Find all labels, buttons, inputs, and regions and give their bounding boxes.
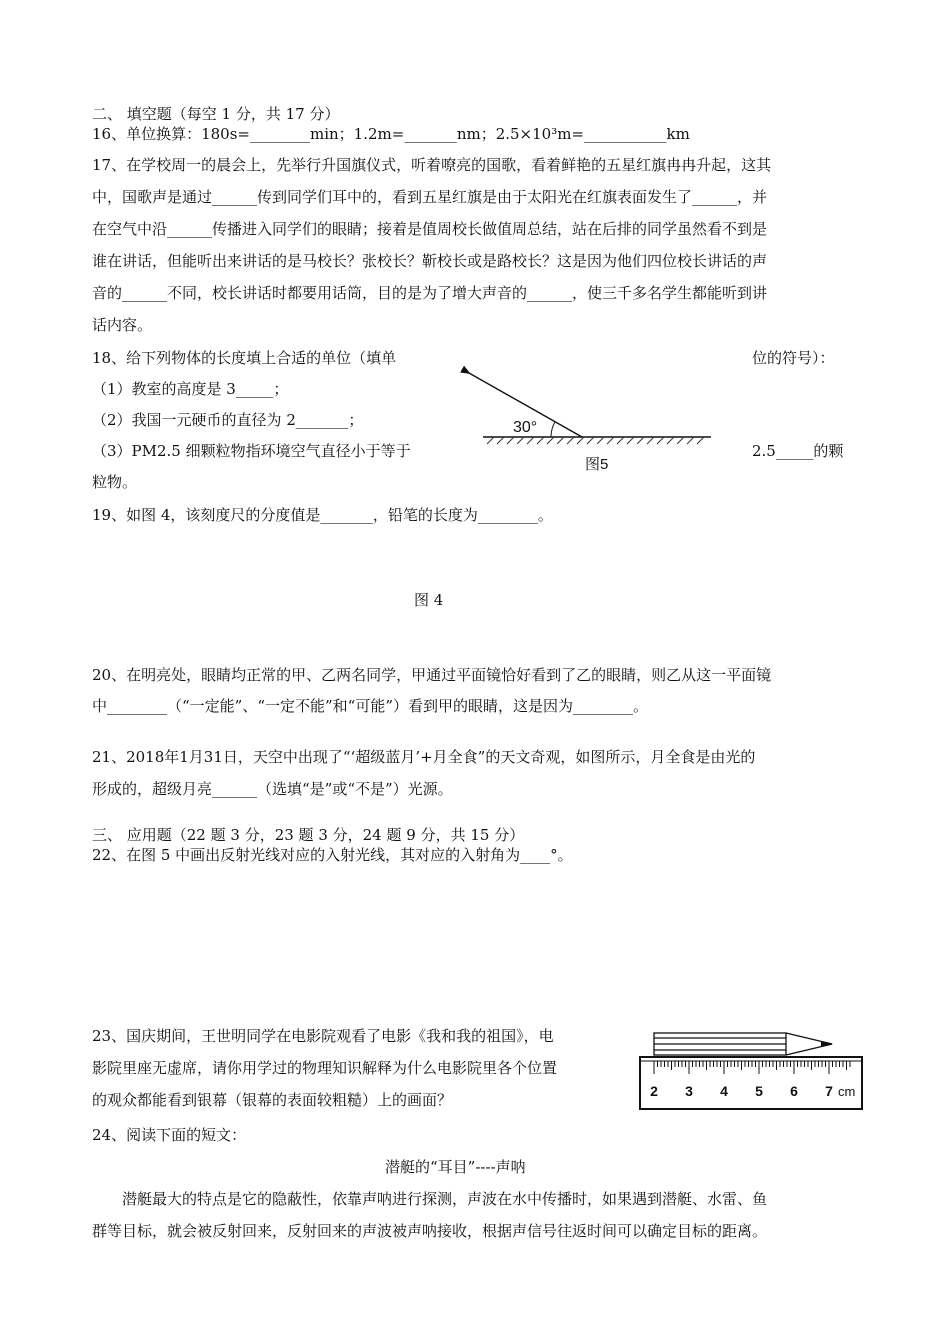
q24-paragraph-line2: 群等目标，就会被反射回来，反射回来的声波被声呐接收，根据声信号往返时间可以确定目标的距离。 bbox=[92, 1222, 768, 1240]
figure-4-caption: 图 4 bbox=[414, 591, 444, 609]
q18-item3-left: （3）PM2.5 细颗粒物指环境空气直径小于等于 bbox=[92, 442, 411, 460]
q23-line3: 的观众都能看到银幕（银幕的表面较粗糙）上的画面？ bbox=[92, 1091, 453, 1109]
ruler-number: 6 bbox=[790, 1083, 798, 1099]
question-19: 19、如图 4，该刻度尺的分度值是_______，铅笔的长度为________。 bbox=[92, 506, 553, 524]
q23-line1: 23、国庆期间，王世明同学在电影院观看了电影《我和我的祖国》，电 bbox=[92, 1027, 554, 1045]
q17-line2: 中，国歌声是通过______传到同学们耳中的，看到五星红旗是由于太阳光在红旗表面发生了______，并 bbox=[92, 188, 768, 206]
question-16: 16、单位换算：180s=________min；1.2m=_______nm；2.5×10³m=___________km bbox=[92, 125, 690, 143]
q17-line6: 话内容。 bbox=[92, 316, 153, 334]
ruler-number: 3 bbox=[685, 1083, 693, 1099]
ruler-number: 5 bbox=[755, 1083, 763, 1099]
ruler-number: 2 bbox=[650, 1083, 658, 1099]
q21-line1: 21、2018年1月31日，天空中出现了“‘超级蓝月’+月全食”的天文奇观，如图所示，月全食是由光的 bbox=[92, 748, 756, 766]
ruler-numbers bbox=[650, 1083, 833, 1099]
ruler-unit: cm bbox=[838, 1084, 856, 1099]
q24-paragraph-line1: 潜艇最大的特点是它的隐蔽性，依靠声呐进行探测，声波在水中传播时，如果遇到潜艇、水雷、鱼 bbox=[122, 1190, 768, 1208]
figure-5-caption: 图5 bbox=[585, 456, 609, 473]
q21-line2: 形成的，超级月亮______（选填“是”或“不是”）光源。 bbox=[92, 780, 453, 798]
q17-line5: 音的______不同，校长讲话时都要用话筒，目的是为了增大声音的______，使三千多名学生都能听到讲 bbox=[92, 284, 768, 302]
question-22: 22、在图 5 中画出反射光线对应的入射光线，其对应的入射角为____°。 bbox=[92, 846, 573, 864]
ruler-ticks bbox=[654, 1061, 850, 1074]
q18-item2: （2）我国一元硬币的直径为 2_______； bbox=[92, 411, 364, 429]
angle-label: 30° bbox=[513, 419, 538, 436]
q18-line1-left: 18、给下列物体的长度填上合适的单位（填单 bbox=[92, 349, 397, 367]
q17-line3: 在空气中沿______传播进入同学们的眼睛；接着是值周校长做值周总结，站在后排的同学虽然看不到是 bbox=[92, 220, 768, 238]
q18-item3-end: 粒物。 bbox=[92, 473, 138, 491]
q18-line1-right: 位的符号）： bbox=[752, 349, 835, 367]
q23-line2: 影院里座无虚席，请你用学过的物理知识解释为什么电影院里各个位置 bbox=[92, 1059, 558, 1077]
section3-heading: 三、 应用题（22 题 3 分，23 题 3 分，24 题 9 分，共 15 分） bbox=[92, 826, 525, 844]
q17-line1: 17、在学校周一的晨会上，先举行升国旗仪式，听着嘹亮的国歌，看着鲜艳的五星红旗冉冉升起，这其 bbox=[92, 156, 772, 174]
q20-line1: 20、在明亮处，眼睛均正常的甲、乙两名同学，甲通过平面镜恰好看到了乙的眼睛，则乙从这一平面镜 bbox=[92, 666, 772, 684]
q17-line4: 谁在讲话，但能听出来讲话的是马校长？张校长？靳校长或是路校长？这是因为他们四位校长讲话的声 bbox=[92, 252, 768, 270]
q24-article-title: 潜艇的“耳目”----声呐 bbox=[385, 1158, 526, 1176]
pencil bbox=[654, 1033, 832, 1055]
ruler-number: 4 bbox=[720, 1083, 728, 1099]
section2-heading: 二、 填空题（每空 1 分，共 17 分） bbox=[92, 105, 340, 123]
mirror-hatching bbox=[487, 437, 704, 444]
ruler-number: 7 bbox=[825, 1083, 833, 1099]
q24-line1: 24、阅读下面的短文： bbox=[92, 1126, 247, 1144]
q18-item3-right: 2.5_____的颗 bbox=[752, 442, 844, 460]
q18-item1: （1）教室的高度是 3_____； bbox=[92, 380, 289, 398]
figure-5 bbox=[455, 362, 725, 477]
q20-line2: 中________（“一定能”、“一定不能”和“可能”）看到甲的眼睛，这是因为________。 bbox=[92, 697, 649, 715]
angle-arc bbox=[551, 422, 555, 437]
ruler-pencil-figure bbox=[636, 1030, 866, 1112]
